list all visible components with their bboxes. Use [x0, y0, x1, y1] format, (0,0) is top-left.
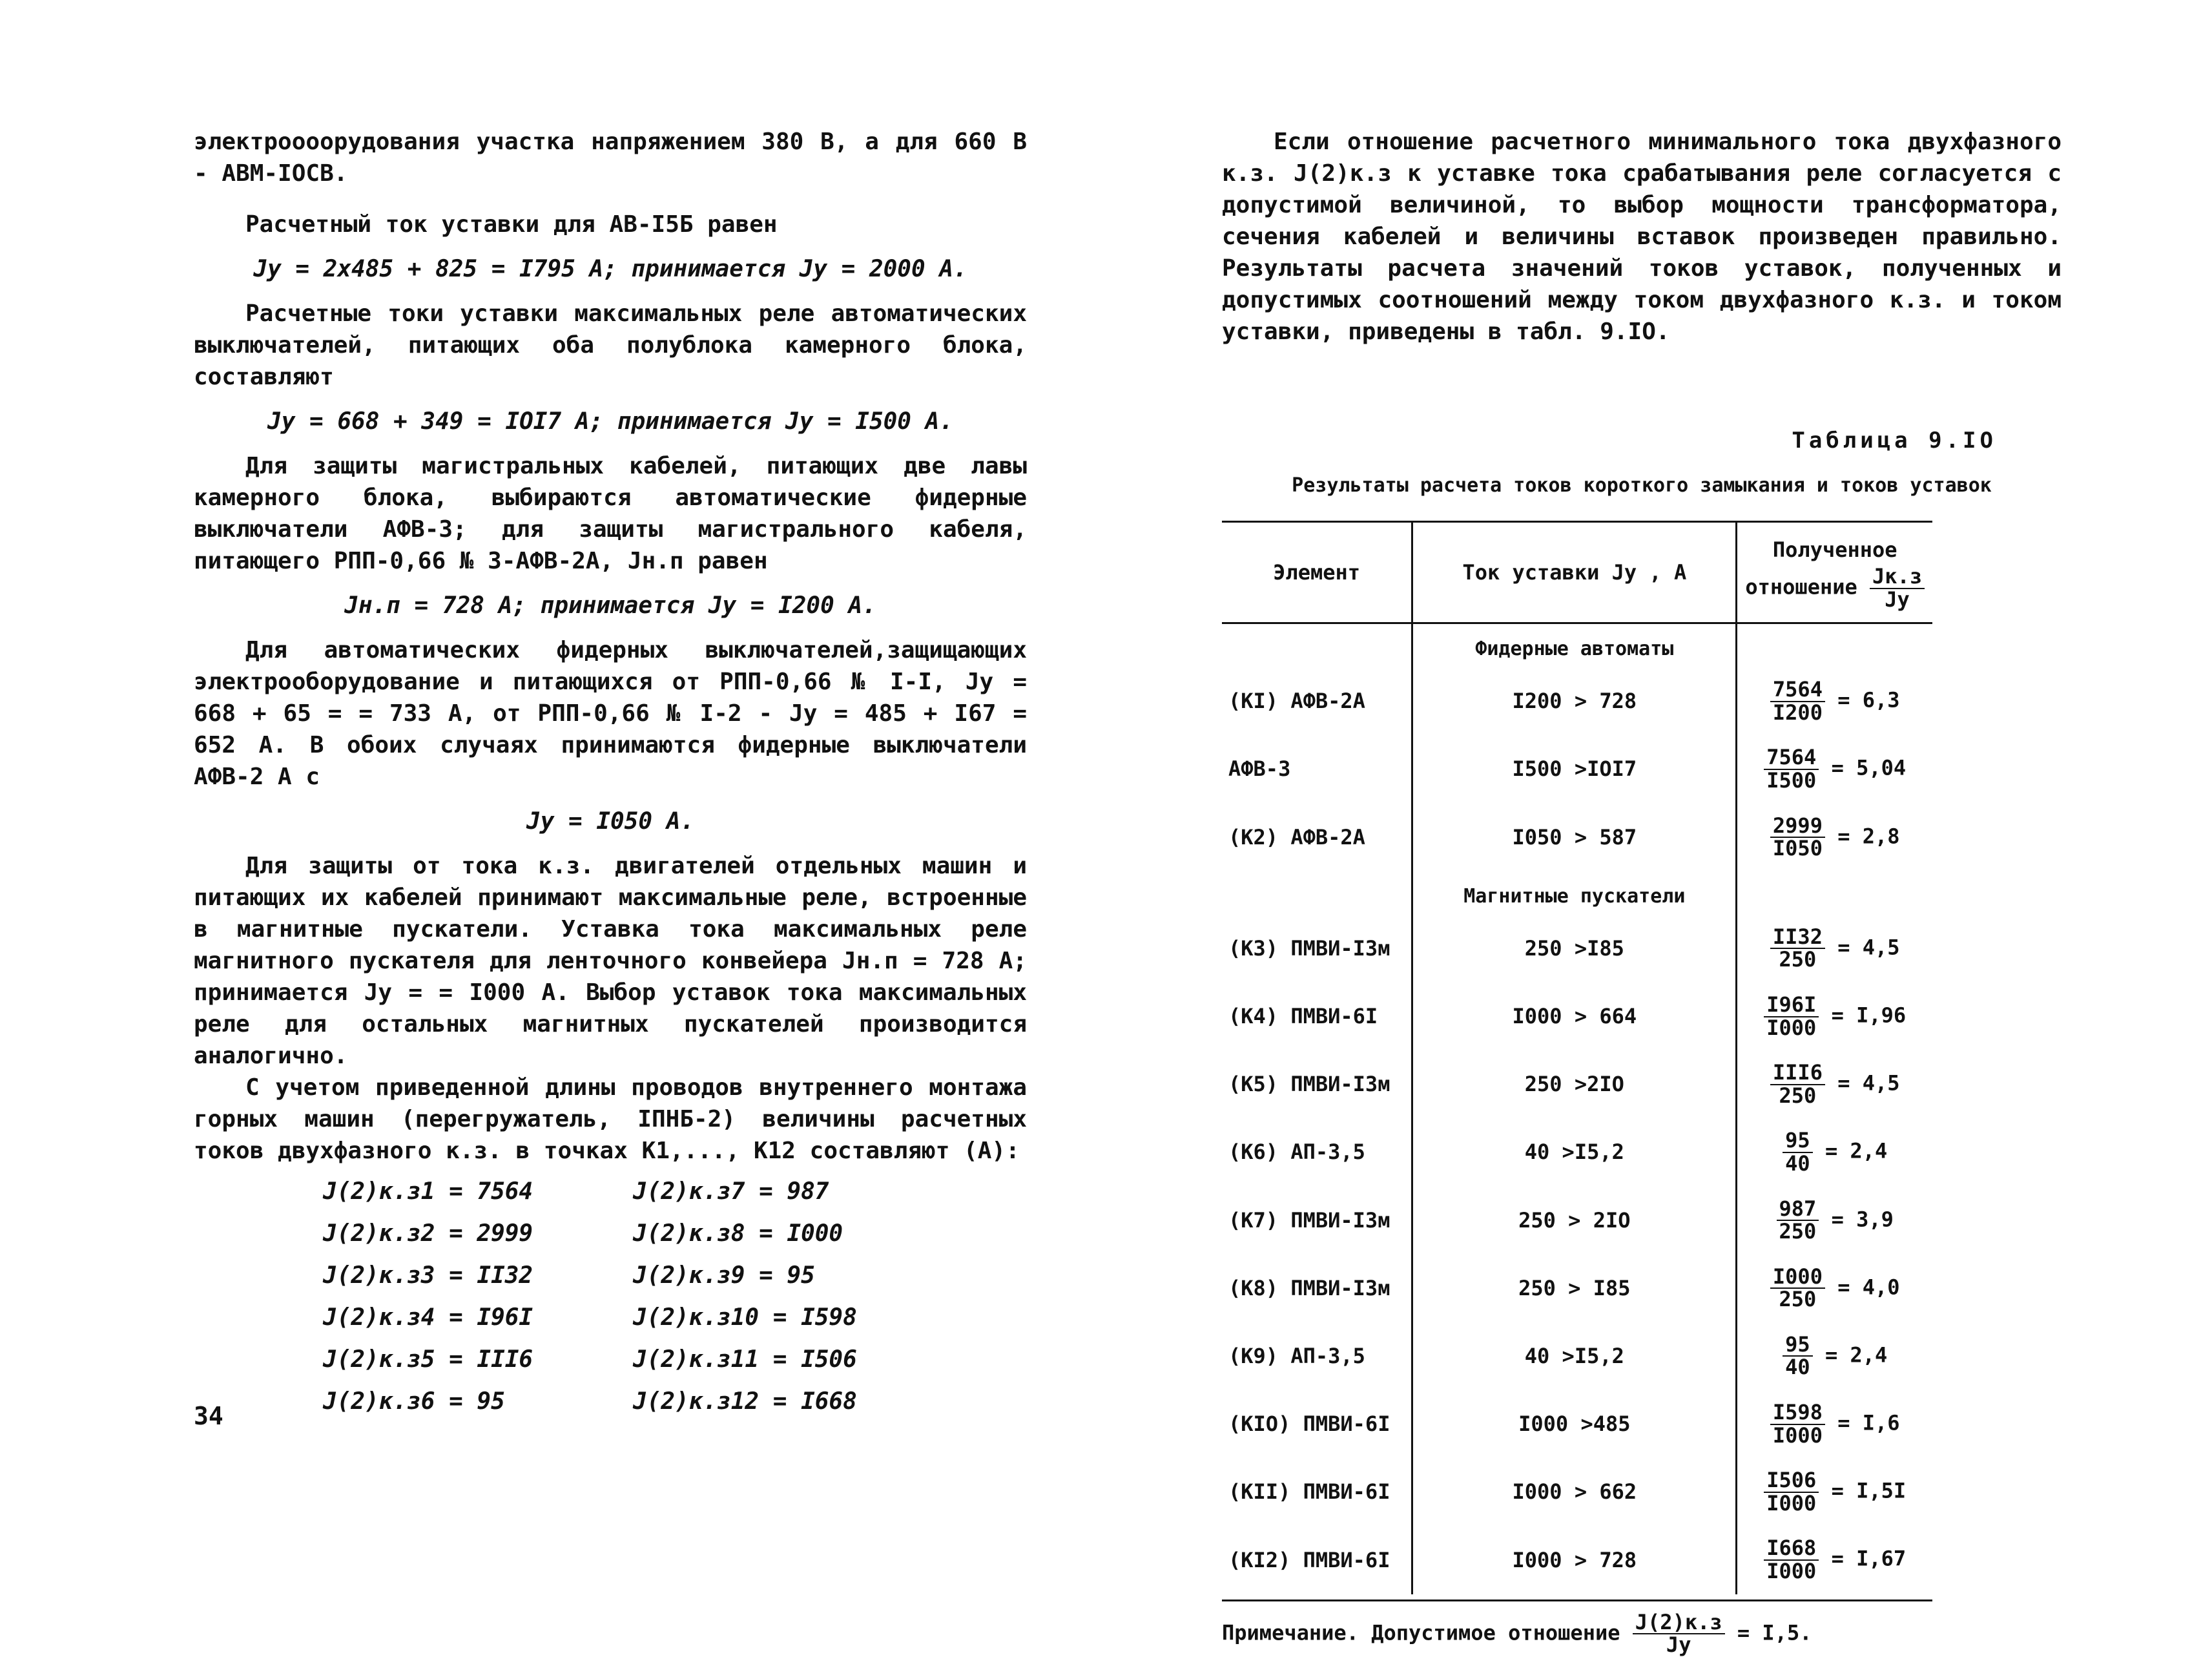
table-row [1222, 983, 1932, 1050]
row-ratio [1737, 1255, 1932, 1322]
group-label: Магнитные пускатели [1412, 871, 1737, 915]
header-ratio [1737, 522, 1932, 623]
fraction-numerator: I598 [1770, 1402, 1825, 1425]
row-result: = I,6 [1837, 1410, 1900, 1435]
row-ratio [1737, 1118, 1932, 1186]
right-text-column [1222, 126, 2062, 1656]
row-element: АФВ-3 [1228, 756, 1291, 782]
fraction-numerator: 7564 [1764, 747, 1819, 770]
row-result: = 4,5 [1837, 1070, 1900, 1096]
paragraph-1: электроооорудования участка напряжением 380 В, а для 660 В - АВМ-IOСВ. [194, 129, 1027, 187]
row-current: I000 >485 [1412, 1390, 1737, 1458]
fraction-denominator: 40 [1785, 1151, 1810, 1176]
row-current: 250 > I85 [1412, 1255, 1737, 1322]
table-row [1222, 1458, 1932, 1526]
row-current: I500 >IOI7 [1412, 735, 1737, 803]
row-result: = I,96 [1831, 1003, 1907, 1028]
table-row [1222, 667, 1932, 735]
row-result: = 3,9 [1831, 1207, 1894, 1232]
row-result: = 4,0 [1837, 1275, 1900, 1300]
row-fraction [1783, 1130, 1813, 1174]
row-ratio [1737, 735, 1932, 803]
table-row [1222, 1322, 1932, 1390]
row-element: (K5) ПМВИ-I3м [1228, 1072, 1390, 1097]
row-current: 250 >I85 [1412, 915, 1737, 983]
row-result: = 2,8 [1837, 824, 1900, 849]
paragraph-5: Для автоматических фидерных выключателей,защищающих электрооборудование и питающихся от РПП-0,66 № I-I, Jу = 668 + 65 = = 733 А, от РПП-0,66 № I-2 - Jу = 485 + I67 = 652 А. В обоих случаях принимаются фидерные выключатели АФВ-2 А с [194, 637, 1028, 790]
left-text-column [194, 126, 1027, 1417]
short-circuit-currents-list [323, 1176, 1027, 1417]
formula-4: Jу = I050 А. [526, 808, 695, 835]
row-ratio [1737, 1458, 1932, 1526]
row-ratio [1737, 983, 1932, 1050]
table-row [1222, 915, 1932, 983]
row-fraction [1770, 926, 1825, 971]
table-row [1222, 735, 1932, 803]
current-value: J(2)к.з12 = I668 [633, 1388, 857, 1415]
row-current: I050 > 587 [1412, 804, 1737, 871]
fraction-numerator: J(2)к.з [1633, 1612, 1725, 1635]
table-header-row [1222, 522, 1932, 623]
row-current: 250 >2IO [1412, 1050, 1737, 1118]
row-result: = 6,3 [1837, 687, 1900, 713]
header-element: Элемент [1222, 522, 1412, 623]
row-fraction [1764, 747, 1819, 791]
group-row [1222, 871, 1932, 915]
fraction-denominator: I000 [1766, 1490, 1817, 1516]
header-ratio-fraction [1870, 566, 1925, 610]
note-label: Примечание. Допустимое отношение [1222, 1620, 1620, 1645]
row-current: 40 >I5,2 [1412, 1322, 1737, 1390]
row-result: = I,67 [1831, 1547, 1907, 1572]
paragraph-3: Расчетные токи уставки максимальных реле автоматических выключателей, питающих оба полублока камерного блока, составляют [194, 300, 1027, 390]
header-ratio-label: Полученное отношение [1745, 537, 1897, 599]
current-value: J(2)к.з8 = I000 [633, 1220, 843, 1247]
row-element: (KIO) ПМВИ-6I [1228, 1412, 1390, 1437]
fraction-denominator: 250 [1779, 947, 1817, 972]
fraction-numerator: I000 [1770, 1266, 1825, 1289]
fraction-denominator: I000 [1766, 1015, 1817, 1040]
fraction-numerator: I96I [1764, 994, 1819, 1017]
fraction-denominator: Jу [1885, 587, 1910, 612]
fraction-numerator: I668 [1764, 1537, 1819, 1561]
row-fraction [1770, 679, 1825, 724]
paragraph-right-1: Если отношение расчетного минимального тока двухфазного к.з. J(2)к.з к уставке тока срабатывания реле согласуется с допустимой величиной, то выбор мощности трансформатора, сечения кабелей и величины вставок произведен правильно. Результаты расчета значений токов уставок, полученных и допустимых соотношений между током двухфазного к.з. и током уставки, приведены в табл. 9.IO. [1222, 129, 2062, 345]
fraction-numerator: III6 [1770, 1062, 1825, 1085]
row-ratio [1737, 1322, 1932, 1390]
row-element: (K8) ПМВИ-I3м [1228, 1275, 1390, 1300]
current-value: J(2)к.з3 = II32 [323, 1262, 533, 1289]
group-row [1222, 623, 1932, 668]
row-fraction [1770, 1402, 1825, 1446]
row-ratio [1737, 1050, 1932, 1118]
row-current: 250 > 2IO [1412, 1187, 1737, 1255]
current-value: J(2)к.з9 = 95 [633, 1262, 815, 1289]
row-current: I000 > 662 [1412, 1458, 1737, 1526]
table-row [1222, 804, 1932, 871]
paragraph-4: Для защиты магистральных кабелей, питающих две лавы камерного блока, выбираются автоматические фидерные выключатели АФВ-3; для защиты магистрального кабеля, питающего РПП-0,66 № 3-АФВ-2А, Jн.п равен [194, 453, 1027, 574]
row-result: = 5,04 [1831, 755, 1907, 780]
current-value: J(2)к.з2 = 2999 [323, 1220, 533, 1247]
table-row [1222, 1118, 1932, 1186]
fraction-numerator: 95 [1783, 1130, 1813, 1153]
row-result: = 4,5 [1837, 935, 1900, 960]
row-fraction [1764, 1537, 1819, 1582]
paragraph-6: Для защиты от тока к.з. двигателей отдельных машин и питающих их кабелей принимают максимальные реле, встроенные в магнитные пускатели. Уставка тока максимальных реле магнитного пускателя для ленточного конвейера Jн.п = 728 А; принимается Jу = = I000 А. Выбор уставок тока максимальных реле для остальных магнитных пускателей производится аналогично. [194, 853, 1027, 1069]
row-ratio [1737, 1390, 1932, 1458]
current-value: J(2)к.з10 = I598 [633, 1304, 857, 1331]
results-table [1222, 521, 1932, 1594]
table-title: Результаты расчета токов короткого замыкания и токов уставок [1292, 474, 1992, 497]
fraction-denominator: I000 [1766, 1559, 1817, 1584]
row-current: I000 > 664 [1412, 983, 1737, 1050]
current-value: J(2)к.з1 = 7564 [323, 1178, 533, 1205]
row-element: (KI) АФВ-2А [1228, 689, 1365, 714]
table-body [1222, 623, 1932, 1594]
formula-3: Jн.п = 728 А; принимается Jу = I200 А. [344, 592, 876, 619]
left-page [0, 0, 1106, 1526]
current-value: J(2)к.з7 = 987 [633, 1178, 829, 1205]
fraction-denominator: 250 [1779, 1083, 1817, 1108]
table-row [1222, 1390, 1932, 1458]
row-current: 40 >I5,2 [1412, 1118, 1737, 1186]
group-label: Фидерные автоматы [1412, 623, 1737, 668]
row-result: = 2,4 [1824, 1138, 1888, 1163]
row-ratio [1737, 804, 1932, 871]
table-row [1222, 1255, 1932, 1322]
row-current: I200 > 728 [1412, 667, 1737, 735]
table-note [1222, 1600, 1932, 1656]
current-value: J(2)к.з5 = III6 [323, 1346, 533, 1373]
page-number: 34 [194, 1402, 223, 1430]
current-value: J(2)к.з4 = I96I [323, 1304, 533, 1331]
fraction-numerator: I506 [1764, 1470, 1819, 1493]
row-element: (K4) ПМВИ-6I [1228, 1004, 1378, 1029]
row-result: = I,5I [1831, 1478, 1907, 1503]
row-ratio [1737, 1526, 1932, 1594]
header-current: Ток уставки Jу , А [1412, 522, 1737, 623]
row-ratio [1737, 915, 1932, 983]
table-row [1222, 1526, 1932, 1594]
formula-1: Jу = 2x485 + 825 = I795 А; принимается Jу = 2000 А. [253, 256, 967, 282]
note-result: = I,5. [1737, 1620, 1812, 1645]
fraction-denominator: I050 [1772, 836, 1823, 861]
paragraph-2: Расчетный ток уставки для АВ-I5Б равен [245, 211, 778, 238]
row-fraction [1770, 815, 1825, 860]
fraction-denominator: 40 [1785, 1355, 1810, 1380]
fraction-denominator: I500 [1766, 767, 1817, 793]
fraction-numerator: 2999 [1770, 815, 1825, 839]
current-value: J(2)к.з11 = I506 [633, 1346, 857, 1373]
paragraph-7: С учетом приведенной длины проводов внутреннего монтажа горных машин (перегружатель, IПНБ-2) величины расчетных токов двухфазного к.з. в точках K1,..., K12 составляют (А): [194, 1074, 1027, 1164]
row-fraction [1783, 1331, 1813, 1380]
fraction-numerator: II32 [1770, 926, 1825, 950]
row-fraction [1764, 1470, 1819, 1514]
row-fraction [1770, 1266, 1825, 1311]
row-ratio [1737, 1187, 1932, 1255]
fraction-numerator: 987 [1777, 1198, 1819, 1222]
row-element: (K9) АП-3,5 [1228, 1343, 1365, 1368]
fraction-denominator: 250 [1779, 1219, 1817, 1244]
current-value: J(2)к.з6 = 95 [323, 1388, 505, 1415]
fraction-denominator: 250 [1779, 1287, 1817, 1312]
row-ratio [1737, 667, 1932, 735]
table-row [1222, 1050, 1932, 1118]
table-row [1222, 1187, 1932, 1255]
row-element: (KII) ПМВИ-6I [1228, 1479, 1390, 1505]
right-page [1106, 0, 2212, 1657]
fraction-numerator: Jк.з [1870, 566, 1925, 589]
note-fraction [1633, 1609, 1725, 1657]
row-fraction [1770, 1062, 1825, 1107]
row-element: (K7) ПМВИ-I3м [1228, 1207, 1390, 1233]
fraction-denominator: I200 [1772, 700, 1823, 725]
row-element: (K6) АП-3,5 [1228, 1140, 1365, 1165]
row-result: = 2,4 [1824, 1342, 1888, 1368]
row-element: (K3) ПМВИ-I3м [1228, 935, 1390, 961]
row-element: (K2) АФВ-2А [1228, 824, 1365, 849]
fraction-numerator: 7564 [1770, 679, 1825, 702]
fraction-numerator: 95 [1783, 1334, 1813, 1357]
formula-2: Jу = 668 + 349 = IOI7 А; принимается Jу = I500 А. [267, 408, 954, 435]
row-fraction [1777, 1198, 1819, 1243]
fraction-denominator: I000 [1772, 1423, 1823, 1448]
row-element: (KI2) ПМВИ-6I [1228, 1547, 1390, 1572]
row-fraction [1764, 994, 1819, 1039]
fraction-denominator: Jу [1666, 1632, 1691, 1657]
table-caption: Таблица 9.IO [1792, 428, 1997, 453]
row-current: I000 > 728 [1412, 1526, 1737, 1594]
